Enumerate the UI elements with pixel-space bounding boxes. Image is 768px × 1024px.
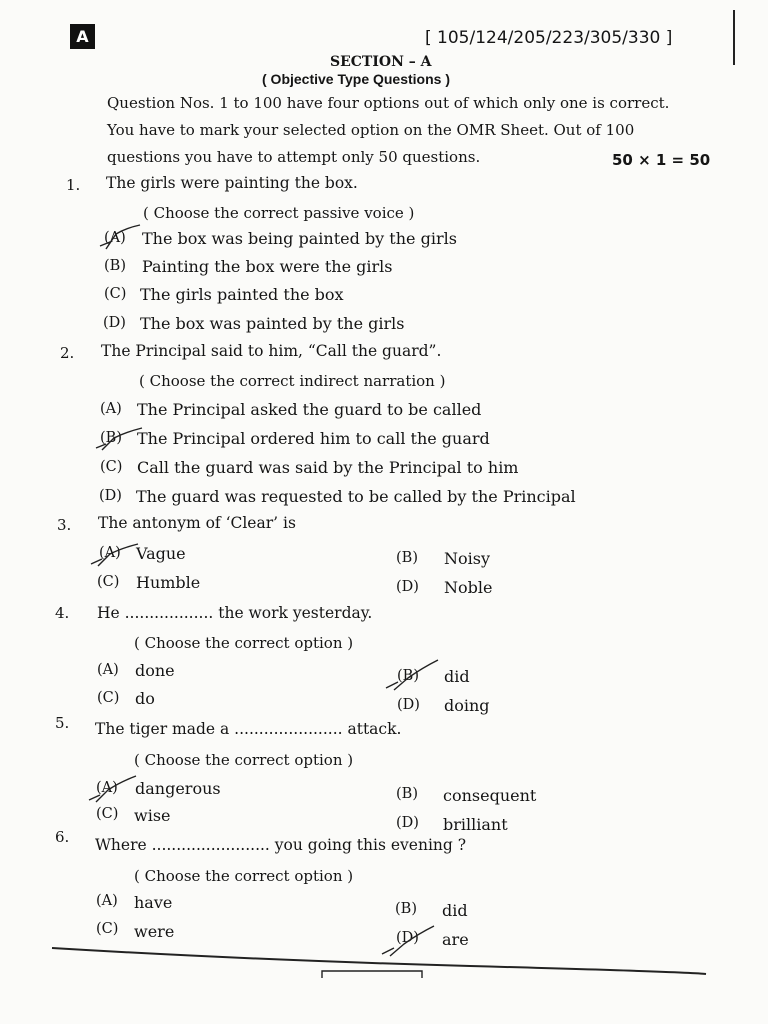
option-text: wise — [134, 806, 171, 825]
option-label: (D) — [99, 488, 122, 504]
option-label: (B) — [396, 786, 418, 802]
option-text: doing — [444, 696, 490, 715]
answer-tick-mark — [382, 656, 444, 692]
margin-line — [733, 10, 735, 65]
option-text: Noisy — [444, 549, 490, 568]
option-label: (A) — [99, 545, 121, 561]
section-subtitle: ( Objective Type Questions ) — [262, 71, 451, 87]
option-text: Call the guard was said by the Principal to him — [137, 458, 519, 477]
option-label: (A) — [100, 401, 122, 417]
question-text: The girls were painting the box. — [106, 174, 358, 192]
option-text: Humble — [136, 573, 201, 592]
option-text: The box was being painted by the girls — [142, 229, 457, 248]
option-text: did — [442, 901, 468, 920]
option-text: Noble — [444, 578, 493, 597]
question-number: 5. — [55, 714, 70, 732]
question-text: He .................. the work yesterday. — [97, 604, 373, 622]
option-label: (A) — [96, 893, 118, 909]
option-label: (A) — [97, 662, 119, 678]
paper-set-badge: A — [70, 24, 95, 49]
question-instruction: ( Choose the correct option ) — [134, 634, 354, 652]
option-label: (D) — [397, 697, 420, 713]
option-text: consequent — [443, 786, 537, 805]
answer-tick-mark — [92, 424, 148, 452]
option-text: do — [135, 689, 155, 708]
answer-tick-mark — [86, 772, 142, 804]
option-text: Vague — [136, 544, 186, 563]
question-text: The antonym of ‘Clear’ is — [98, 514, 296, 532]
option-text: did — [444, 667, 470, 686]
option-text: dangerous — [135, 779, 221, 798]
question-instruction: ( Choose the correct indirect narration ) — [139, 372, 446, 390]
option-label: (D) — [396, 930, 419, 946]
option-text: The box was painted by the girls — [140, 314, 405, 333]
option-label: (D) — [396, 815, 419, 831]
option-label: (B) — [397, 668, 419, 684]
section-title: SECTION – A — [330, 54, 432, 70]
option-label: (C) — [97, 690, 120, 706]
option-label: (C) — [96, 806, 119, 822]
question-text: The Principal said to him, “Call the guard”. — [101, 342, 442, 360]
option-text: Painting the box were the girls — [142, 257, 393, 276]
option-text: The Principal asked the guard to be called — [137, 400, 482, 419]
question-number: 2. — [60, 344, 75, 362]
instructions-line-3: questions you have to attempt only 50 questions. — [107, 148, 481, 166]
option-label: (D) — [103, 315, 126, 331]
paper-codes: [ 105/124/205/223/305/330 ] — [425, 28, 673, 48]
question-number: 1. — [66, 176, 81, 194]
marks-formula: 50 × 1 = 50 — [612, 151, 711, 169]
option-text: were — [134, 922, 175, 941]
option-label: (A) — [96, 780, 118, 796]
option-label: (C) — [100, 459, 123, 475]
option-text: brilliant — [443, 815, 508, 834]
option-text: The Principal ordered him to call the guard — [137, 429, 490, 448]
question-instruction: ( Choose the correct passive voice ) — [143, 204, 415, 222]
question-text: Where ........................ you going this evening ? — [95, 836, 467, 854]
instructions-line-1: Question Nos. 1 to 100 have four options out of which only one is correct. — [107, 94, 670, 112]
option-label: (C) — [96, 921, 119, 937]
answer-tick-mark — [88, 538, 144, 568]
option-label: (C) — [104, 286, 127, 302]
option-label: (B) — [396, 550, 418, 566]
option-label: (C) — [97, 574, 120, 590]
question-number: 3. — [57, 516, 72, 534]
question-number: 4. — [55, 604, 70, 622]
option-text: have — [134, 893, 173, 912]
option-label: (B) — [104, 258, 126, 274]
instructions-line-2: You have to mark your selected option on the OMR Sheet. Out of 100 — [107, 121, 635, 139]
option-label: (B) — [100, 430, 122, 446]
bottom-rule — [50, 944, 710, 978]
option-text: The girls painted the box — [140, 285, 344, 304]
question-instruction: ( Choose the correct option ) — [134, 751, 354, 769]
question-text: The tiger made a ...................... attack. — [95, 720, 402, 738]
answer-tick-mark — [96, 222, 146, 252]
question-instruction: ( Choose the correct option ) — [134, 867, 354, 885]
option-text: The guard was requested to be called by the Principal — [136, 487, 576, 506]
option-label: (A) — [104, 230, 126, 246]
question-number: 6. — [55, 828, 70, 846]
option-label: (B) — [395, 901, 417, 917]
option-text: done — [135, 661, 175, 680]
option-label: (D) — [396, 579, 419, 595]
option-text: are — [442, 930, 469, 949]
